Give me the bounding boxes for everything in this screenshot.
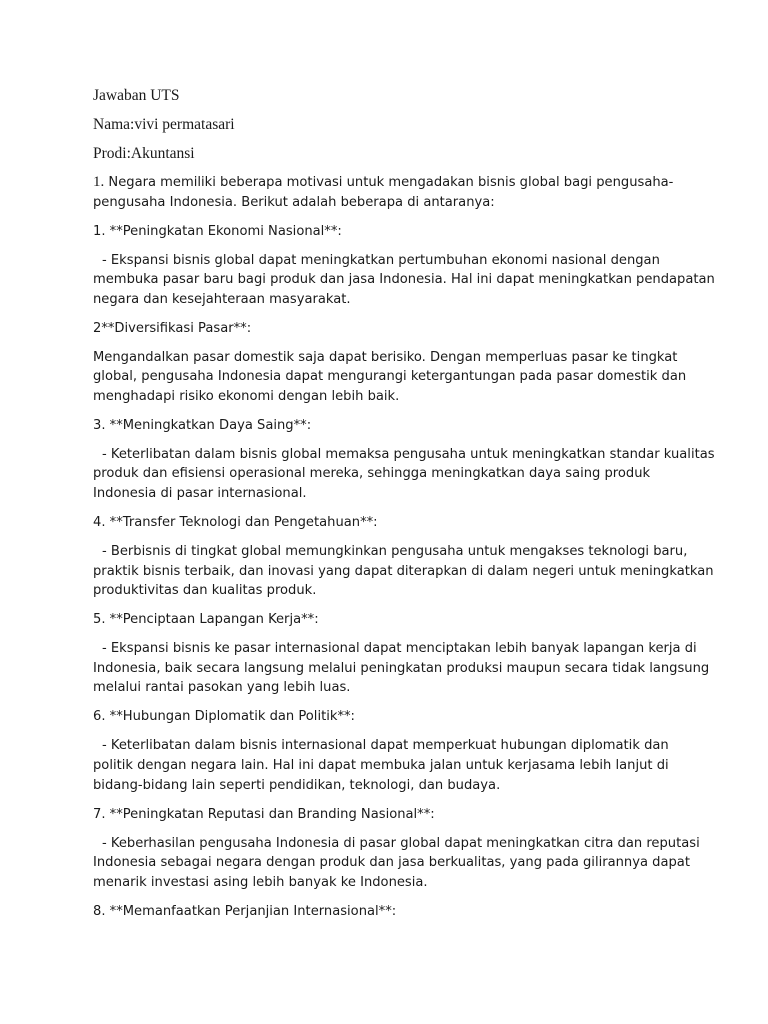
point-line: Indonesia di pasar internasional. — [93, 486, 307, 502]
point-line: negara dan kesejahteraan masyarakat. — [93, 291, 351, 307]
intro-paragraph — [93, 173, 693, 212]
point-line: Mengandalkan pasar domestik saja dapat berisiko. Dengan memperluas pasar ke tingkat — [93, 349, 678, 365]
point-line: melalui rantai pasokan yang lebih luas. — [93, 680, 351, 696]
point-heading: 7. **Peningkatan Reputasi dan Branding Nasional**: — [93, 806, 435, 822]
point-line: menghadapi risiko ekonomi dengan lebih baik. — [93, 388, 400, 404]
point-paragraph — [93, 251, 715, 310]
point-paragraph — [93, 736, 693, 795]
point-paragraph — [93, 542, 714, 601]
point-line: Indonesia sebagai negara dengan produk dan jasa berkualitas, yang pada gilirannya dapat — [93, 855, 690, 871]
point-line: Indonesia, baik secara langsung melalui peningkatan produksi maupun secara tidak langsung — [93, 660, 710, 676]
document-page — [93, 86, 715, 931]
point-line: - Keberhasilan pengusaha Indonesia di pasar global dapat meningkatkan citra dan reputasi — [102, 835, 700, 851]
point-line: politik dengan negara lain. Hal ini dapat membuka jalan untuk kerjasama lebih lanjut di — [93, 757, 669, 773]
point-line: bidang-bidang lain seperti pendidikan, teknologi, dan budaya. — [93, 777, 501, 793]
point-line: - Ekspansi bisnis ke pasar internasional dapat menciptakan lebih banyak lapangan kerja di — [102, 641, 697, 657]
point-heading: 3. **Meningkatkan Daya Saing**: — [93, 417, 312, 433]
point-heading: 1. **Peningkatan Ekonomi Nasional**: — [93, 223, 342, 239]
point-line: praktik bisnis terbaik, dan inovasi yang dapat diterapkan di dalam negeri untuk meningkatkan — [93, 563, 714, 579]
point-line: - Keterlibatan dalam bisnis global memaksa pengusaha untuk meningkatkan standar kualitas — [102, 446, 715, 462]
point-line: produktivitas dan kualitas produk. — [93, 583, 317, 599]
point-line: membuka pasar baru bagi produk dan jasa Indonesia. Hal ini dapat meningkatkan pendapatan — [93, 272, 715, 288]
point-paragraph — [93, 639, 710, 698]
study-program: Prodi:Akuntansi — [93, 145, 195, 162]
document-title: Jawaban UTS — [93, 87, 180, 104]
point-paragraph — [93, 834, 700, 893]
point-line: - Ekspansi bisnis global dapat meningkatkan pertumbuhan ekonomi nasional dengan — [102, 252, 660, 268]
student-name: Nama:vivi permatasari — [93, 116, 235, 133]
point-line: produk dan efisiensi operasional mereka, sehingga meningkatkan daya saing produk — [93, 466, 651, 482]
point-line: global, pengusaha Indonesia dapat mengurangi ketergantungan pada pasar domestik dan — [93, 369, 687, 385]
point-line: - Keterlibatan dalam bisnis internasional dapat memperkuat hubungan diplomatik dan — [102, 738, 669, 754]
intro-line: pengusaha Indonesia. Berikut adalah beberapa di antaranya: — [93, 194, 495, 210]
point-line: menarik investasi asing lebih banyak ke Indonesia. — [93, 874, 428, 890]
point-heading: 5. **Penciptaan Lapangan Kerja**: — [93, 612, 319, 628]
point-paragraph — [93, 445, 715, 504]
point-line: - Berbisnis di tingkat global memungkinkan pengusaha untuk mengakses teknologi baru, — [102, 544, 688, 560]
intro-number: 1. — [93, 174, 105, 190]
point-heading: 4. **Transfer Teknologi dan Pengetahuan**: — [93, 515, 378, 531]
point-paragraph — [93, 348, 693, 407]
point-heading: 2**Diversifikasi Pasar**: — [93, 320, 252, 336]
intro-line: 1. Negara memiliki beberapa motivasi untuk mengadakan bisnis global bagi pengusaha- — [93, 174, 674, 190]
point-heading: 6. **Hubungan Diplomatik dan Politik**: — [93, 709, 355, 725]
point-heading: 8. **Memanfaatkan Perjanjian Internasional**: — [93, 903, 397, 919]
